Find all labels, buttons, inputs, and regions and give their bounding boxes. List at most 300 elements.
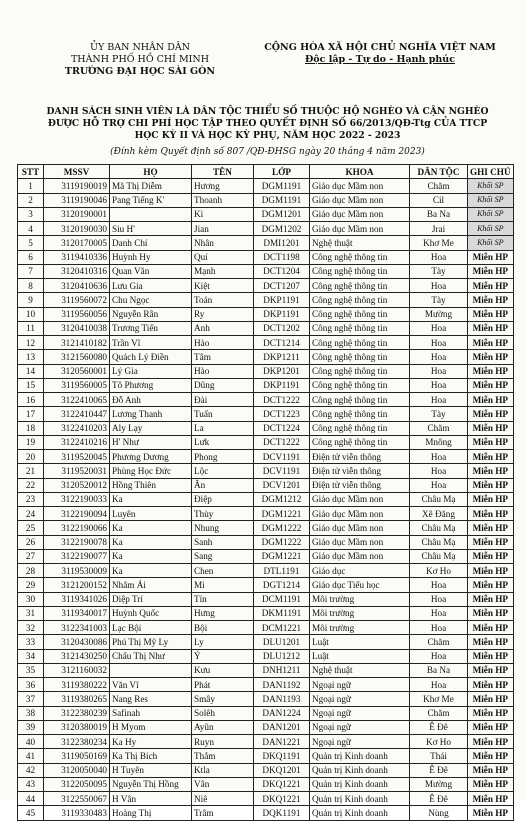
cell-ghi-chu: Miễn HP bbox=[468, 592, 514, 606]
table-row bbox=[18, 692, 514, 706]
national-motto: Độc lập - Tự do - Hạnh phúc bbox=[304, 54, 455, 65]
cell-dan-toc: Tày bbox=[410, 264, 468, 278]
cell-lop: DCT1214 bbox=[254, 336, 310, 350]
header-lop: LỚP bbox=[254, 165, 310, 179]
cell-mssv: 3120410316 bbox=[44, 264, 110, 278]
cell-stt: 16 bbox=[18, 393, 44, 407]
cell-ten: Hương bbox=[192, 179, 254, 193]
cell-lop: DKP1191 bbox=[254, 307, 310, 321]
cell-dan-toc: Châu Mạ bbox=[410, 549, 468, 563]
cell-khoa: Công nghệ thông tin bbox=[310, 378, 410, 392]
cell-lop: DMI1201 bbox=[254, 236, 310, 250]
cell-ghi-chu: Miễn HP bbox=[468, 421, 514, 435]
cell-ten: Ayũn bbox=[192, 720, 254, 734]
cell-khoa: Ngoại ngữ bbox=[310, 692, 410, 706]
cell-mssv: 3119050169 bbox=[44, 749, 110, 763]
cell-ghi-chu: Miễn HP bbox=[468, 706, 514, 720]
cell-ho: Ka bbox=[110, 535, 192, 549]
cell-ghi-chu: Miễn HP bbox=[468, 763, 514, 777]
cell-ghi-chu: Miễn HP bbox=[468, 393, 514, 407]
cell-ho: Ka Thị Bích bbox=[110, 749, 192, 763]
cell-ghi-chu: Miễn HP bbox=[468, 279, 514, 293]
cell-ten: Phát bbox=[192, 678, 254, 692]
cell-ten: Thoanh bbox=[192, 193, 254, 207]
cell-ghi-chu: Khối SP bbox=[468, 193, 514, 207]
cell-dan-toc: Nùng bbox=[410, 806, 468, 820]
cell-khoa: Công nghệ thông tin bbox=[310, 407, 410, 421]
student-table bbox=[17, 164, 514, 821]
cell-ghi-chu: Miễn HP bbox=[468, 521, 514, 535]
cell-ten: Ý bbox=[192, 649, 254, 663]
cell-ten: Dũng bbox=[192, 378, 254, 392]
cell-dan-toc: Cil bbox=[410, 193, 468, 207]
table-row bbox=[18, 706, 514, 720]
cell-stt: 10 bbox=[18, 307, 44, 321]
cell-mssv: 3119341026 bbox=[44, 592, 110, 606]
issuer-line-3: TRƯỜNG ĐẠI HỌC SÀI GÒN bbox=[64, 66, 216, 77]
cell-ten: Toản bbox=[192, 293, 254, 307]
cell-ten: Sanh bbox=[192, 535, 254, 549]
table-row bbox=[18, 492, 514, 506]
cell-ghi-chu: Miễn HP bbox=[468, 678, 514, 692]
cell-ten: Ân bbox=[192, 478, 254, 492]
cell-ten: Điệp bbox=[192, 492, 254, 506]
cell-ho: Trương Tiến bbox=[110, 321, 192, 335]
cell-ghi-chu: Miễn HP bbox=[468, 635, 514, 649]
cell-dan-toc: Ba Na bbox=[410, 207, 468, 221]
cell-khoa: Quản trị Kinh doanh bbox=[310, 806, 410, 820]
cell-ten: Mi bbox=[192, 578, 254, 592]
cell-lop: DGM1221 bbox=[254, 549, 310, 563]
table-row bbox=[18, 236, 514, 250]
cell-dan-toc: Mường bbox=[410, 307, 468, 321]
cell-mssv: 3119560005 bbox=[44, 378, 110, 392]
cell-ho: Nhâm Ái bbox=[110, 578, 192, 592]
cell-lop: DCV1191 bbox=[254, 450, 310, 464]
cell-stt: 13 bbox=[18, 350, 44, 364]
cell-mssv: 3119520045 bbox=[44, 450, 110, 464]
cell-stt: 29 bbox=[18, 578, 44, 592]
cell-dan-toc: Ê Đê bbox=[410, 720, 468, 734]
table-row bbox=[18, 207, 514, 221]
cell-ghi-chu: Miễn HP bbox=[468, 350, 514, 364]
cell-ho: Ka bbox=[110, 549, 192, 563]
table-row bbox=[18, 478, 514, 492]
cell-lop: DKP1211 bbox=[254, 350, 310, 364]
cell-ho: Lưu Gia bbox=[110, 279, 192, 293]
cell-ten: Hưng bbox=[192, 606, 254, 620]
cell-mssv: 3121200152 bbox=[44, 578, 110, 592]
cell-ten: Kì bbox=[192, 207, 254, 221]
cell-mssv: 3120050040 bbox=[44, 763, 110, 777]
cell-dan-toc: Châu Mạ bbox=[410, 521, 468, 535]
cell-dan-toc: Hoa bbox=[410, 606, 468, 620]
cell-khoa: Luật bbox=[310, 649, 410, 663]
cell-lop: DGM1201 bbox=[254, 207, 310, 221]
table-row bbox=[18, 321, 514, 335]
table-row bbox=[18, 279, 514, 293]
cell-dan-toc: Hoa bbox=[410, 279, 468, 293]
title-line-2: ĐƯỢC HỖ TRỢ CHI PHÍ HỌC TẬP THEO QUYẾT ĐỊNH SỐ 66/2013/QĐ-Ttg CỦA TTCP bbox=[47, 118, 488, 129]
cell-khoa: Công nghệ thông tin bbox=[310, 293, 410, 307]
table-row bbox=[18, 378, 514, 392]
cell-ho: Hồng Thiên bbox=[110, 478, 192, 492]
cell-ghi-chu: Miễn HP bbox=[468, 564, 514, 578]
cell-khoa: Môi trường bbox=[310, 606, 410, 620]
cell-ten: Ry bbox=[192, 307, 254, 321]
cell-lop: DKP1201 bbox=[254, 364, 310, 378]
cell-ten: Phong bbox=[192, 450, 254, 464]
cell-ten: Tín bbox=[192, 592, 254, 606]
cell-ho: H' Như bbox=[110, 435, 192, 449]
cell-ghi-chu: Khối SP bbox=[468, 207, 514, 221]
cell-ghi-chu: Khối SP bbox=[468, 222, 514, 236]
cell-lop: DCT1222 bbox=[254, 435, 310, 449]
cell-stt: 27 bbox=[18, 549, 44, 563]
cell-ghi-chu: Miễn HP bbox=[468, 720, 514, 734]
cell-ghi-chu: Miễn HP bbox=[468, 649, 514, 663]
cell-ten: Niê bbox=[192, 792, 254, 806]
cell-mssv: 3119380265 bbox=[44, 692, 110, 706]
cell-stt: 33 bbox=[18, 635, 44, 649]
cell-ten: Kiệt bbox=[192, 279, 254, 293]
cell-ho: Chu Ngọc bbox=[110, 293, 192, 307]
cell-dan-toc: Hoa bbox=[410, 678, 468, 692]
cell-khoa: Ngoại ngữ bbox=[310, 720, 410, 734]
issuer-header bbox=[40, 42, 240, 78]
cell-khoa: Ngoại ngữ bbox=[310, 678, 410, 692]
cell-lop: DGT1214 bbox=[254, 578, 310, 592]
cell-ten: Bội bbox=[192, 621, 254, 635]
cell-mssv: 3120190001 bbox=[44, 207, 110, 221]
cell-ho: Tô Phương bbox=[110, 378, 192, 392]
cell-stt: 41 bbox=[18, 749, 44, 763]
cell-ho: Ka bbox=[110, 492, 192, 506]
cell-ten: Tâm bbox=[192, 350, 254, 364]
cell-ho: Safinah bbox=[110, 706, 192, 720]
cell-lop: DCT1223 bbox=[254, 407, 310, 421]
table-row bbox=[18, 293, 514, 307]
cell-ho: Huỳnh Hy bbox=[110, 250, 192, 264]
cell-ghi-chu: Miễn HP bbox=[468, 777, 514, 791]
issuer-line-1: ỦY BAN NHÂN DÂN bbox=[89, 42, 191, 53]
cell-mssv: 3122550067 bbox=[44, 792, 110, 806]
cell-dan-toc: Ba Na bbox=[410, 663, 468, 677]
cell-ho: Ka bbox=[110, 564, 192, 578]
cell-lop: DTL1191 bbox=[254, 564, 310, 578]
cell-lop: DLU1201 bbox=[254, 635, 310, 649]
cell-dan-toc: Mường bbox=[410, 777, 468, 791]
cell-stt: 15 bbox=[18, 378, 44, 392]
table-row bbox=[18, 193, 514, 207]
cell-ho bbox=[110, 207, 192, 221]
cell-ten: Ly bbox=[192, 635, 254, 649]
table-row bbox=[18, 564, 514, 578]
cell-mssv: 3120170005 bbox=[44, 236, 110, 250]
cell-ho: Lạc Bội bbox=[110, 621, 192, 635]
cell-mssv: 3122050095 bbox=[44, 777, 110, 791]
cell-mssv: 3122341003 bbox=[44, 621, 110, 635]
cell-lop: DQK1191 bbox=[254, 806, 310, 820]
cell-khoa: Giáo dục Mầm non bbox=[310, 492, 410, 506]
cell-lop: DKM1191 bbox=[254, 606, 310, 620]
table-row bbox=[18, 592, 514, 606]
cell-mssv: 3122410216 bbox=[44, 435, 110, 449]
cell-ten: Nhân bbox=[192, 236, 254, 250]
cell-stt: 40 bbox=[18, 735, 44, 749]
cell-stt: 20 bbox=[18, 450, 44, 464]
cell-ghi-chu: Miễn HP bbox=[468, 478, 514, 492]
cell-ho: Siu H' bbox=[110, 222, 192, 236]
cell-lop: DKQ1221 bbox=[254, 777, 310, 791]
cell-dan-toc: Chăm bbox=[410, 421, 468, 435]
cell-ten: Anh bbox=[192, 321, 254, 335]
cell-khoa: Công nghệ thông tin bbox=[310, 364, 410, 378]
cell-dan-toc: Chăm bbox=[410, 706, 468, 720]
cell-khoa: Giáo dục Mầm non bbox=[310, 207, 410, 221]
cell-lop: DGM1222 bbox=[254, 535, 310, 549]
cell-ghi-chu: Miễn HP bbox=[468, 621, 514, 635]
cell-ho: Ka bbox=[110, 521, 192, 535]
cell-ghi-chu: Miễn HP bbox=[468, 264, 514, 278]
cell-ghi-chu: Miễn HP bbox=[468, 450, 514, 464]
table-row bbox=[18, 649, 514, 663]
cell-stt: 39 bbox=[18, 720, 44, 734]
cell-stt: 6 bbox=[18, 250, 44, 264]
cell-dan-toc: Hoa bbox=[410, 336, 468, 350]
table-row bbox=[18, 450, 514, 464]
cell-ghi-chu: Miễn HP bbox=[468, 378, 514, 392]
national-header bbox=[245, 42, 515, 66]
cell-ten: Thắm bbox=[192, 749, 254, 763]
cell-dan-toc: Tày bbox=[410, 293, 468, 307]
cell-lop: DGM1212 bbox=[254, 492, 310, 506]
cell-lop: DKP1191 bbox=[254, 293, 310, 307]
cell-dan-toc: Chăm bbox=[410, 635, 468, 649]
cell-ten: Solêh bbox=[192, 706, 254, 720]
table-row bbox=[18, 350, 514, 364]
cell-lop: DAN1221 bbox=[254, 735, 310, 749]
table-row bbox=[18, 663, 514, 677]
cell-lop: DKQ1221 bbox=[254, 792, 310, 806]
cell-ho: Đỗ Anh bbox=[110, 393, 192, 407]
cell-khoa: Giáo dục Tiểu học bbox=[310, 578, 410, 592]
cell-khoa: Quản trị Kinh doanh bbox=[310, 763, 410, 777]
cell-khoa: Môi trường bbox=[310, 621, 410, 635]
cell-khoa: Công nghệ thông tin bbox=[310, 264, 410, 278]
cell-ho: Huỳnh Quốc bbox=[110, 606, 192, 620]
header-khoa: KHOA bbox=[310, 165, 410, 179]
cell-lop: DAN1193 bbox=[254, 692, 310, 706]
cell-stt: 17 bbox=[18, 407, 44, 421]
cell-lop: DCT1204 bbox=[254, 264, 310, 278]
table-row bbox=[18, 521, 514, 535]
table-row bbox=[18, 635, 514, 649]
cell-ho: Diệp Trí bbox=[110, 592, 192, 606]
cell-stt: 22 bbox=[18, 478, 44, 492]
cell-dan-toc: Hoa bbox=[410, 578, 468, 592]
cell-lop: DAN1224 bbox=[254, 706, 310, 720]
cell-mssv: 3122410203 bbox=[44, 421, 110, 435]
header-mssv: MSSV bbox=[44, 165, 110, 179]
cell-stt: 8 bbox=[18, 279, 44, 293]
cell-stt: 1 bbox=[18, 179, 44, 193]
table-row bbox=[18, 578, 514, 592]
cell-mssv: 3121560080 bbox=[44, 350, 110, 364]
cell-stt: 21 bbox=[18, 464, 44, 478]
cell-ho: Lương Thanh bbox=[110, 407, 192, 421]
cell-ten: Thùy bbox=[192, 507, 254, 521]
cell-khoa: Giáo dục Mầm non bbox=[310, 535, 410, 549]
table-row bbox=[18, 435, 514, 449]
cell-lop: DCT1202 bbox=[254, 321, 310, 335]
cell-ten: Sang bbox=[192, 549, 254, 563]
table-row bbox=[18, 606, 514, 620]
cell-ten: Hào bbox=[192, 336, 254, 350]
cell-ten: La bbox=[192, 421, 254, 435]
cell-khoa: Giáo dục Mầm non bbox=[310, 179, 410, 193]
cell-ghi-chu: Miễn HP bbox=[468, 735, 514, 749]
cell-ghi-chu: Miễn HP bbox=[468, 749, 514, 763]
cell-mssv: 3120410038 bbox=[44, 321, 110, 335]
cell-mssv: 3120430086 bbox=[44, 635, 110, 649]
table-header-row bbox=[18, 165, 514, 179]
cell-lop: DAN1192 bbox=[254, 678, 310, 692]
document-title bbox=[20, 106, 515, 142]
cell-mssv: 3119520031 bbox=[44, 464, 110, 478]
cell-ten: Jian bbox=[192, 222, 254, 236]
cell-ho: Chẩu Thị Như bbox=[110, 649, 192, 663]
cell-mssv: 3119340017 bbox=[44, 606, 110, 620]
cell-khoa: Ngoại ngữ bbox=[310, 735, 410, 749]
table-row bbox=[18, 792, 514, 806]
cell-dan-toc: Mnông bbox=[410, 435, 468, 449]
cell-ghi-chu: Miễn HP bbox=[468, 692, 514, 706]
cell-mssv: 3120190030 bbox=[44, 222, 110, 236]
cell-ten: Quí bbox=[192, 250, 254, 264]
cell-mssv: 3119380222 bbox=[44, 678, 110, 692]
cell-stt: 34 bbox=[18, 649, 44, 663]
cell-ho: Quách Lý Điền bbox=[110, 350, 192, 364]
cell-stt: 32 bbox=[18, 621, 44, 635]
cell-khoa: Môi trường bbox=[310, 592, 410, 606]
cell-stt: 28 bbox=[18, 564, 44, 578]
cell-stt: 24 bbox=[18, 507, 44, 521]
cell-dan-toc: Hoa bbox=[410, 364, 468, 378]
table-row bbox=[18, 222, 514, 236]
cell-dan-toc: Hoa bbox=[410, 464, 468, 478]
cell-stt: 38 bbox=[18, 706, 44, 720]
cell-dan-toc: Xê Đăng bbox=[410, 507, 468, 521]
cell-khoa: Công nghệ thông tin bbox=[310, 250, 410, 264]
cell-ten: Ktla bbox=[192, 763, 254, 777]
cell-lop: DGM1221 bbox=[254, 507, 310, 521]
cell-dan-toc: Jrai bbox=[410, 222, 468, 236]
table-row bbox=[18, 735, 514, 749]
cell-ten: Lưk bbox=[192, 435, 254, 449]
table-row bbox=[18, 806, 514, 820]
cell-dan-toc: Hoa bbox=[410, 592, 468, 606]
cell-ho bbox=[110, 663, 192, 677]
cell-ho: Văn Vĩ bbox=[110, 678, 192, 692]
cell-khoa: Công nghệ thông tin bbox=[310, 279, 410, 293]
cell-stt: 12 bbox=[18, 336, 44, 350]
cell-khoa: Công nghệ thông tin bbox=[310, 435, 410, 449]
cell-mssv: 3119530009 bbox=[44, 564, 110, 578]
cell-ghi-chu: Khối SP bbox=[468, 236, 514, 250]
issuer-line-2: THÀNH PHỐ HỒ CHÍ MINH bbox=[70, 54, 210, 65]
cell-khoa: Ngoại ngữ bbox=[310, 706, 410, 720]
cell-khoa: Công nghệ thông tin bbox=[310, 393, 410, 407]
header-ghi-chu: GHI CHÚ bbox=[468, 165, 514, 179]
cell-mssv: 3120560001 bbox=[44, 364, 110, 378]
cell-ho: Nang Res bbox=[110, 692, 192, 706]
cell-lop: DCT1207 bbox=[254, 279, 310, 293]
cell-ghi-chu: Miễn HP bbox=[468, 307, 514, 321]
cell-ten: Hào bbox=[192, 364, 254, 378]
cell-ten: Trâm bbox=[192, 806, 254, 820]
table-row bbox=[18, 407, 514, 421]
table-row bbox=[18, 749, 514, 763]
cell-dan-toc: Ê Đê bbox=[410, 763, 468, 777]
cell-lop: DKP1191 bbox=[254, 378, 310, 392]
cell-lop: DAN1201 bbox=[254, 720, 310, 734]
cell-dan-toc: Kơ Ho bbox=[410, 564, 468, 578]
cell-stt: 4 bbox=[18, 222, 44, 236]
cell-mssv: 3122190078 bbox=[44, 535, 110, 549]
cell-ghi-chu: Miễn HP bbox=[468, 492, 514, 506]
table-row bbox=[18, 421, 514, 435]
cell-stt: 14 bbox=[18, 364, 44, 378]
cell-stt: 23 bbox=[18, 492, 44, 506]
cell-khoa: Giáo dục Mầm non bbox=[310, 549, 410, 563]
cell-lop: DCM1221 bbox=[254, 621, 310, 635]
cell-dan-toc: Khơ Me bbox=[410, 692, 468, 706]
cell-khoa: Công nghệ thông tin bbox=[310, 350, 410, 364]
cell-mssv: 3120520012 bbox=[44, 478, 110, 492]
cell-stt: 44 bbox=[18, 792, 44, 806]
cell-lop: DCT1224 bbox=[254, 421, 310, 435]
cell-ho: Phùng Học Đức bbox=[110, 464, 192, 478]
cell-mssv: 3122380234 bbox=[44, 735, 110, 749]
table-row bbox=[18, 464, 514, 478]
cell-mssv: 3121160032 bbox=[44, 663, 110, 677]
cell-stt: 7 bbox=[18, 264, 44, 278]
cell-ten: Ruyn bbox=[192, 735, 254, 749]
cell-ten: Smây bbox=[192, 692, 254, 706]
cell-ghi-chu: Miễn HP bbox=[468, 464, 514, 478]
cell-khoa: Điện tử viễn thông bbox=[310, 450, 410, 464]
cell-mssv: 3122410065 bbox=[44, 393, 110, 407]
title-line-3: HỌC KỲ II VÀ HỌC KỲ PHỤ, NĂM HỌC 2022 - 2023 bbox=[134, 130, 401, 141]
cell-ghi-chu: Miễn HP bbox=[468, 806, 514, 820]
cell-ghi-chu: Miễn HP bbox=[468, 250, 514, 264]
cell-ten: Tuấn bbox=[192, 407, 254, 421]
cell-lop: DCT1222 bbox=[254, 393, 310, 407]
cell-dan-toc: Hoa bbox=[410, 450, 468, 464]
cell-mssv: 3120380019 bbox=[44, 720, 110, 734]
cell-ho: Ka Hy bbox=[110, 735, 192, 749]
cell-mssv: 3122190066 bbox=[44, 521, 110, 535]
cell-ho: Mã Thị Diễm bbox=[110, 179, 192, 193]
cell-khoa: Giáo dục Mầm non bbox=[310, 193, 410, 207]
table-row bbox=[18, 763, 514, 777]
cell-dan-toc: Hoa bbox=[410, 378, 468, 392]
table-row bbox=[18, 720, 514, 734]
cell-stt: 42 bbox=[18, 763, 44, 777]
document-subtitle: (Đính kèm Quyết định số 807 /QĐ-ĐHSG ngày 20 tháng 4 năm 2023) bbox=[110, 147, 425, 157]
cell-stt: 11 bbox=[18, 321, 44, 335]
